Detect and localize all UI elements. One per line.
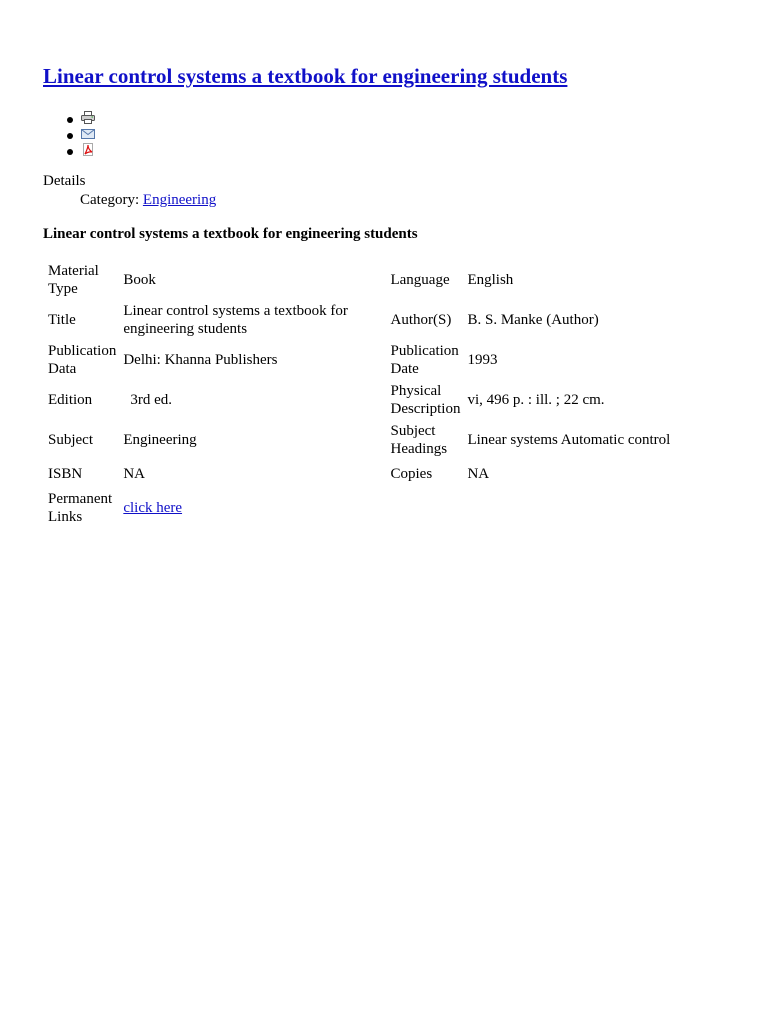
language-label: Language <box>390 272 450 288</box>
empty-cell <box>385 488 462 528</box>
authors-value: B. S. Manke (Author) <box>467 312 599 328</box>
record-table <box>43 260 683 528</box>
pdf-item <box>43 142 95 158</box>
record-heading: Linear control systems a textbook for engineering students <box>43 226 418 242</box>
table-row <box>43 260 683 300</box>
physical-description-label: Physical Description <box>390 383 461 417</box>
permanent-links-cell <box>118 488 385 528</box>
subject-headings-label: Subject Headings <box>390 423 448 457</box>
subject-headings-value: Linear systems Automatic control <box>467 432 671 448</box>
copies-value: NA <box>467 466 490 482</box>
material-type-value: Book <box>123 272 156 288</box>
email-item <box>43 126 95 142</box>
pdf-icon[interactable] <box>81 143 95 156</box>
print-item <box>43 110 95 126</box>
table-row <box>43 340 683 380</box>
publication-data-label: Publication Data <box>48 343 117 377</box>
category-line <box>80 191 216 209</box>
subject-label: Subject <box>48 432 93 448</box>
publication-date-label: Publication Date <box>390 343 459 377</box>
publication-data-value: Delhi: Khanna Publishers <box>123 352 278 368</box>
table-row <box>43 420 683 460</box>
title-label: Title <box>48 312 76 328</box>
details-label: Details <box>43 173 86 189</box>
language-value: English <box>467 272 514 288</box>
empty-cell <box>462 488 683 528</box>
edition-cell <box>118 380 385 420</box>
material-type-label: Material Type <box>48 263 99 297</box>
article-actions <box>43 110 95 158</box>
permanent-links-label: Permanent Links <box>48 491 113 525</box>
permanent-link[interactable]: click here <box>123 500 183 516</box>
publication-date-value: 1993 <box>467 352 498 368</box>
table-row <box>43 300 683 340</box>
category-label: Category: <box>80 192 143 208</box>
isbn-label: ISBN <box>48 466 83 482</box>
edition-label: Edition <box>48 392 93 408</box>
table-row <box>43 380 683 420</box>
edition-value: 3rd ed. <box>130 392 172 408</box>
article-title-link[interactable]: Linear control systems a textbook for engineering students <box>43 64 568 88</box>
email-icon[interactable] <box>81 127 95 140</box>
category-link[interactable]: Engineering <box>142 192 217 208</box>
physical-description-value: vi, 496 p. : ill. ; 22 cm. <box>467 392 605 408</box>
authors-label: Author(S) <box>390 312 452 328</box>
print-icon[interactable] <box>81 111 95 124</box>
isbn-value: NA <box>123 466 145 482</box>
table-row <box>43 460 683 488</box>
copies-label: Copies <box>390 466 433 482</box>
table-row <box>43 488 683 528</box>
title-value: Linear control systems a textbook for engineering students <box>123 303 348 337</box>
subject-value: Engineering <box>123 432 197 448</box>
article-title <box>43 62 567 90</box>
